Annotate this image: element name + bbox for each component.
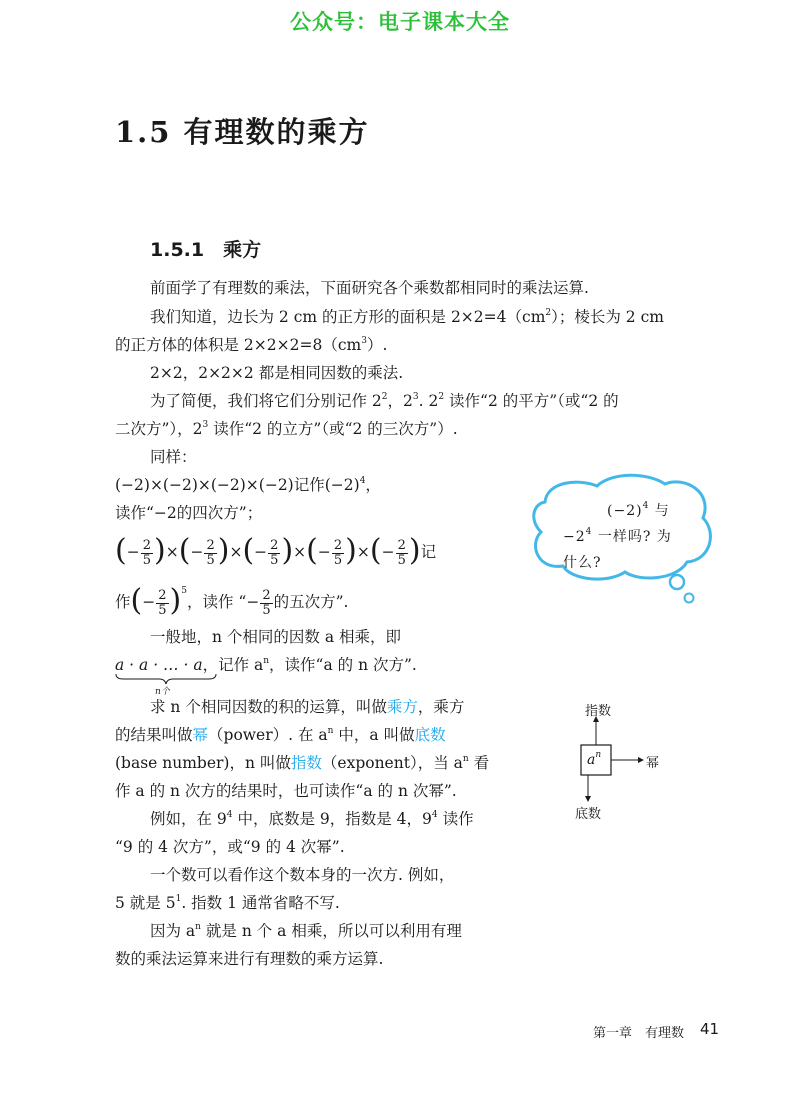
superscript: 4	[585, 527, 593, 537]
text-run: ，	[365, 476, 381, 494]
text-run: 就是 n 个 a 相乘，所以可以利用有理	[200, 922, 462, 940]
fraction-product-line	[115, 535, 436, 569]
text-run: (−2)×(−2)×(−2)×(−2)记作(−2)	[115, 476, 360, 494]
page-number: 41	[700, 1020, 720, 1038]
left-paren: (	[306, 533, 318, 568]
times-sign: ×	[229, 543, 243, 561]
fraction	[156, 589, 168, 618]
text-run: 我们知道，边长为 2 cm 的正方形的面积是 2×2=4（cm	[150, 308, 546, 326]
superscript: 4	[226, 810, 233, 820]
keyword-dishu: 底数	[414, 726, 446, 744]
text-run: ，乘方	[417, 698, 465, 716]
fraction-denominator: 5	[262, 602, 271, 618]
left-paren: (	[178, 533, 191, 568]
text-run: a	[587, 752, 596, 768]
paragraph-line: 同样：	[150, 448, 197, 466]
fraction-numerator: 2	[270, 537, 279, 553]
keyword-chengfang: 乘方	[386, 698, 418, 716]
fraction-numerator: 2	[262, 587, 271, 603]
text-run: 看	[468, 754, 490, 772]
paragraph-line	[150, 921, 462, 941]
paragraph-line	[115, 725, 446, 745]
text-run: 读作“2 的平方”（或“2 的	[444, 392, 619, 410]
right-paren: )	[408, 533, 421, 568]
text-run: 作	[115, 593, 131, 611]
text-run: 求 n 个相同因数的积的运算，叫做	[150, 698, 387, 716]
diagram-base-label: 底数	[575, 807, 602, 822]
keyword-mi: 幂	[192, 726, 209, 744]
watermark-banner: 公众号：电子课本大全	[290, 10, 510, 34]
fraction-numerator: 2	[397, 537, 406, 553]
text-run: ，记作 a	[202, 656, 264, 674]
superscript: 5	[181, 586, 187, 596]
superscript: 3	[202, 420, 209, 430]
left-paren: (	[130, 583, 143, 618]
times-sign: ×	[293, 543, 307, 561]
left-paren: (	[369, 533, 382, 568]
paragraph-line	[115, 335, 387, 355]
text-run: ）；棱长为 2 cm	[551, 308, 664, 326]
superscript: n	[462, 754, 469, 764]
paragraph-line: 数的乘法运算来进行有理数的乘方运算.	[115, 950, 384, 968]
text-run: ，2	[387, 392, 413, 410]
paragraph-line: 一个数可以看作这个数本身的一次方. 例如，	[150, 866, 455, 884]
text-run: ）.	[366, 336, 388, 354]
power-diagram	[570, 700, 680, 820]
superscript: 2	[545, 308, 552, 318]
diagram-exponent-label: 指数	[585, 704, 612, 719]
diagram-base-symbol	[587, 752, 601, 768]
paragraph-line	[150, 391, 619, 411]
diagram-power-label: 幂	[646, 756, 660, 771]
right-paren: )	[154, 533, 166, 568]
footer-chapter: 第一章 有理数	[593, 1026, 685, 1041]
paragraph-line	[115, 753, 489, 773]
bubble-line	[563, 524, 672, 550]
subsection-title: 1.5.1 乘方	[150, 239, 262, 261]
fraction-denominator: 5	[397, 552, 406, 568]
paragraph-line	[150, 697, 464, 717]
text-run: 的结果叫做	[115, 726, 193, 744]
fraction-numerator: 2	[158, 587, 167, 603]
superscript: n	[595, 750, 602, 760]
text-run: 中，底数是 9，指数是 4，9	[232, 810, 432, 828]
text-run: 与	[649, 503, 670, 519]
paragraph-line	[115, 893, 340, 913]
superscript: 2	[438, 392, 445, 402]
text-run: 一样吗? 为	[592, 529, 672, 545]
text-run: −2	[563, 529, 586, 545]
text-run: (−2)	[607, 503, 643, 519]
bubble-line: 什么?	[563, 555, 602, 571]
text-run: 为了简便，我们将它们分别记作 2	[150, 392, 382, 410]
minus-sign: −	[381, 543, 395, 561]
superscript: 4	[359, 476, 366, 486]
bubble-question	[563, 498, 672, 576]
paragraph-line	[150, 809, 474, 829]
fraction-numerator: 2	[333, 537, 343, 553]
superscript: 1	[175, 894, 182, 904]
right-paren: )	[281, 533, 294, 568]
fraction	[396, 539, 408, 568]
text-run: (base number)，n 叫做	[115, 754, 291, 772]
section-title: 1.5 有理数的乘方	[115, 115, 370, 149]
right-paren: )	[169, 583, 182, 618]
superscript: 4	[431, 810, 438, 820]
paragraph-line: 前面学了有理数的乘法，下面研究各个乘数都相同时的乘法运算.	[150, 279, 589, 297]
text-run: ，读作“a 的 n 次方”.	[269, 656, 417, 674]
fraction-numerator: 2	[142, 537, 151, 553]
text-run: 的五次方”.	[273, 593, 349, 611]
paragraph-line	[115, 475, 381, 495]
fraction	[260, 589, 272, 618]
text-run: 的正方体的体积是 2×2×2=8（cm	[115, 336, 362, 354]
fraction	[204, 539, 216, 568]
left-paren: (	[242, 533, 255, 568]
minus-sign: −	[142, 593, 156, 611]
minus-sign: −	[254, 543, 268, 561]
fraction-denominator: 5	[333, 552, 343, 568]
superscript: 4	[642, 501, 650, 511]
superscript: 2	[381, 392, 388, 402]
text-run: 读作“2 的立方”（或“2 的三次方”）.	[208, 420, 458, 438]
text-run: 5 就是 5	[115, 894, 176, 912]
minus-sign: −	[190, 543, 204, 561]
text-run: . 2	[418, 392, 439, 410]
times-sign: ×	[165, 543, 179, 561]
superscript: n	[195, 922, 201, 932]
text-run: ，读作 “−	[186, 593, 260, 611]
fraction-denominator: 5	[270, 552, 279, 568]
paragraph-line: “9 的 4 次方”，或“9 的 4 次幂”.	[115, 838, 345, 856]
fraction-numerator: 2	[206, 537, 215, 553]
fraction-denominator: 5	[158, 602, 167, 618]
times-sign: ×	[356, 543, 370, 561]
superscript: 3	[361, 336, 367, 346]
text-run: 中，a 叫做	[333, 726, 415, 744]
fraction	[268, 539, 280, 568]
paragraph-line: 2×2，2×2×2 都是相同因数的乘法.	[150, 364, 404, 382]
text-run: 例如，在 9	[150, 810, 227, 828]
paragraph-line: 读作“−2的四次方”；	[115, 504, 263, 522]
fraction-denominator: 5	[206, 552, 215, 568]
fraction-denominator: 5	[142, 552, 151, 568]
fraction	[141, 539, 153, 568]
text-run: . 指数 1 通常省略不写.	[181, 894, 340, 912]
text-run: （power）. 在 a	[208, 726, 328, 744]
superscript: 3	[412, 392, 419, 402]
text-run: 二次方”），2	[115, 420, 203, 438]
text-run: 读作	[437, 810, 474, 828]
paragraph-line	[150, 307, 664, 327]
product-expression: a · a · … · a	[115, 656, 203, 674]
superscript: n	[327, 726, 334, 736]
paragraph-line	[115, 585, 348, 619]
text-run: （exponent），当 a	[321, 754, 463, 772]
fraction	[332, 539, 344, 568]
paragraph-line	[115, 419, 458, 439]
superscript: n	[263, 656, 270, 666]
bubble-line	[563, 498, 672, 524]
left-paren: (	[115, 533, 127, 568]
paragraph-line: 一般地，n 个相同的因数 a 相乘，即	[150, 628, 402, 646]
paragraph-line	[115, 655, 417, 675]
right-paren: )	[345, 533, 357, 568]
text-run: 记	[420, 543, 437, 561]
keyword-zhishu: 指数	[290, 754, 322, 772]
paragraph-line: 作 a 的 n 次方的结果时，也可读作“a 的 n 次幂”.	[115, 782, 457, 800]
text-run: 因为 a	[150, 922, 196, 940]
minus-sign: −	[126, 543, 140, 561]
minus-sign: −	[317, 543, 331, 561]
right-paren: )	[217, 533, 230, 568]
underbrace-label: n个	[155, 687, 170, 697]
